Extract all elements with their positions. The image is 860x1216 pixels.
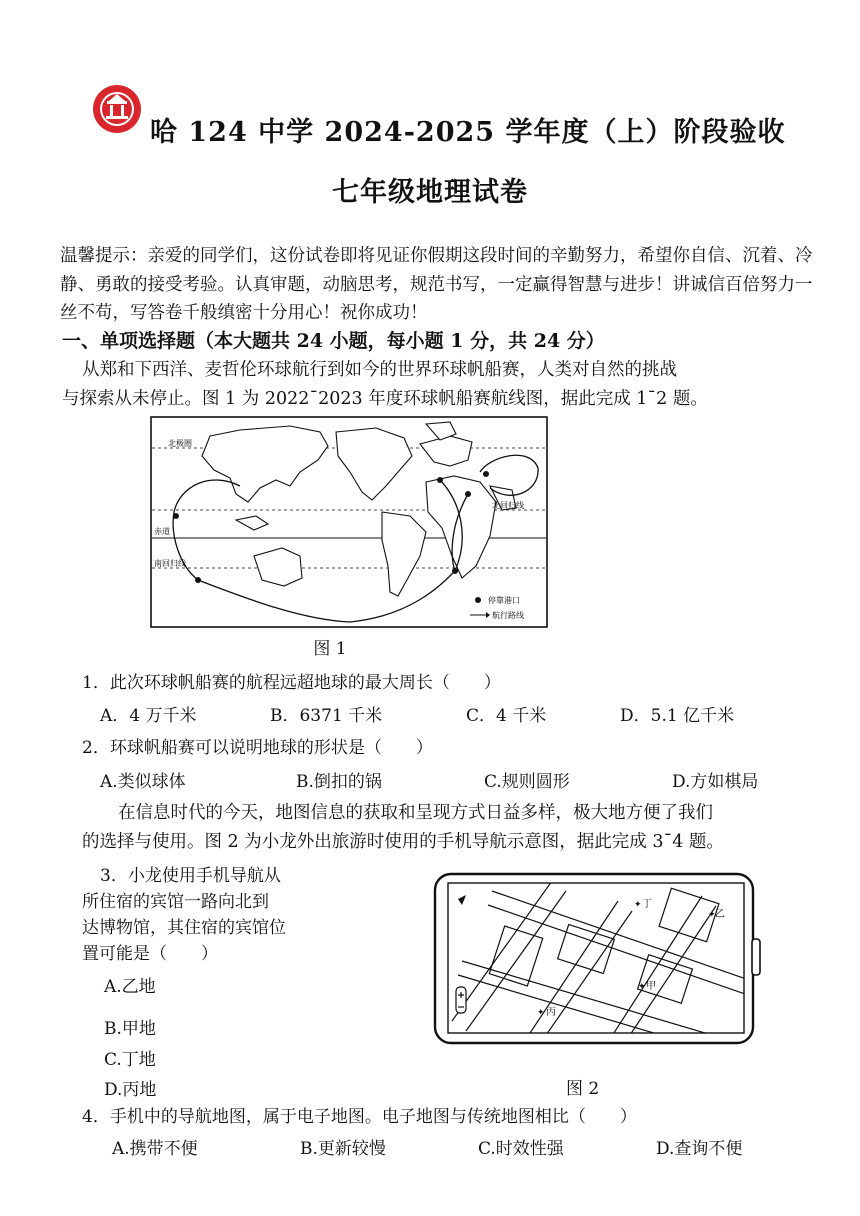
q3-option-c[interactable]: C.丁地 bbox=[104, 1050, 156, 1070]
q4-option-a[interactable]: A.携带不便 bbox=[112, 1139, 198, 1159]
q1-option-d[interactable]: D．5.1 亿千米 bbox=[620, 706, 735, 726]
q2-option-b[interactable]: B.倒扣的锅 bbox=[296, 772, 382, 792]
svg-text:✦: ✦ bbox=[708, 910, 716, 920]
q1-stem: 1．此次环球帆船赛的航程远超地球的最大周长（ ） bbox=[82, 673, 501, 693]
para2-line1: 在信息时代的今天，地图信息的获取和呈现方式日益多样，极大地方便了我们 bbox=[118, 803, 713, 823]
q4-option-d[interactable]: D.查询不便 bbox=[656, 1139, 743, 1159]
q3-stem-line1: 3．小龙使用手机导航从 bbox=[100, 866, 281, 886]
svg-text:✦: ✦ bbox=[537, 1008, 545, 1018]
q2-stem: 2．环球帆船赛可以说明地球的形状是（ ） bbox=[82, 738, 433, 758]
exam-title-line2: 七年级地理试卷 bbox=[332, 177, 528, 208]
intro-line1: 从郑和下西洋、麦哲伦环球航行到如今的世界环球帆船赛，人类对自然的挑战 bbox=[82, 360, 677, 380]
q3-stem-line3: 达博物馆，其住宿的宾馆位 bbox=[82, 918, 286, 938]
q4-stem: 4．手机中的导航地图，属于电子地图。电子地图与传统地图相比（ ） bbox=[82, 1107, 637, 1127]
svg-text:✦: ✦ bbox=[634, 900, 642, 910]
place-ding: 丁 bbox=[642, 899, 652, 910]
place-bing: 丙 bbox=[546, 1007, 556, 1018]
q3-option-d[interactable]: D.丙地 bbox=[104, 1080, 157, 1100]
label-arctic: 北极圈 bbox=[168, 439, 192, 448]
q1-option-c[interactable]: C．4 千米 bbox=[466, 706, 547, 726]
q2-option-d[interactable]: D.方如棋局 bbox=[672, 772, 759, 792]
label-equator: 赤道 bbox=[154, 527, 170, 536]
intro-line2: 与探索从未停止。图 1 为 2022¯2023 年度环球帆船赛航线图，据此完成 1¯2 题。 bbox=[62, 388, 708, 409]
q1-option-a[interactable]: A．4 万千米 bbox=[100, 706, 197, 726]
q3-stem-line2: 所住宿的宾馆一路向北到 bbox=[82, 892, 269, 912]
legend-port-icon bbox=[475, 597, 481, 603]
figure2-caption: 图 2 bbox=[566, 1079, 600, 1099]
place-yi: 乙 bbox=[715, 909, 725, 920]
phone-navigation-map bbox=[432, 871, 764, 1046]
zoom-control[interactable] bbox=[456, 987, 466, 1013]
place-jia: 甲 bbox=[646, 981, 656, 992]
figure1-caption: 图 1 bbox=[313, 639, 347, 659]
legend-route-label: 航行路线 bbox=[492, 611, 524, 620]
section1-intro bbox=[62, 356, 822, 413]
label-tropic-north: 北回归线 bbox=[492, 501, 524, 510]
q2-option-a[interactable]: A.类似球体 bbox=[100, 772, 186, 792]
q3-option-a[interactable]: A.乙地 bbox=[104, 977, 156, 997]
school-logo bbox=[92, 84, 142, 134]
para2-line2: 的选择与使用。图 2 为小龙外出旅游时使用的手机导航示意图，据此完成 3¯4 题。 bbox=[82, 831, 724, 852]
legend-port-label: 停靠港口 bbox=[488, 596, 520, 605]
q4-option-b[interactable]: B.更新较慢 bbox=[300, 1139, 386, 1159]
q2-option-c[interactable]: C.规则圆形 bbox=[484, 772, 570, 792]
svg-text:✦: ✦ bbox=[638, 982, 646, 992]
q1-option-b[interactable]: B．6371 千米 bbox=[270, 706, 383, 726]
section1-heading: 一、单项选择题（本大题共 24 小题，每小题 1 分，共 24 分） bbox=[62, 330, 605, 352]
q4-option-c[interactable]: C.时效性强 bbox=[478, 1139, 564, 1159]
label-tropic-south: 南回归线 bbox=[154, 559, 186, 568]
q3-option-b[interactable]: B.甲地 bbox=[104, 1019, 156, 1039]
q3-stem bbox=[82, 863, 312, 967]
tip-text: 温馨提示：亲爱的同学们，这份试卷即将见证你假期这段时间的辛勤努力，希望你自信、沉着、冷静、勇敢的接受考验。认真审题，动脑思考，规范书写，一定赢得智慧与进步！讲诚信百倍努力一丝不苟，写答卷千般缜密十分用心！祝你成功！ bbox=[60, 246, 813, 323]
world-route-map bbox=[150, 416, 548, 628]
q3-stem-line4: 置可能是（ ） bbox=[82, 944, 218, 964]
exam-title-line1: 哈 124 中学 2024-2025 学年度（上）阶段验收 bbox=[150, 117, 786, 148]
section-intro-2 bbox=[82, 799, 782, 856]
